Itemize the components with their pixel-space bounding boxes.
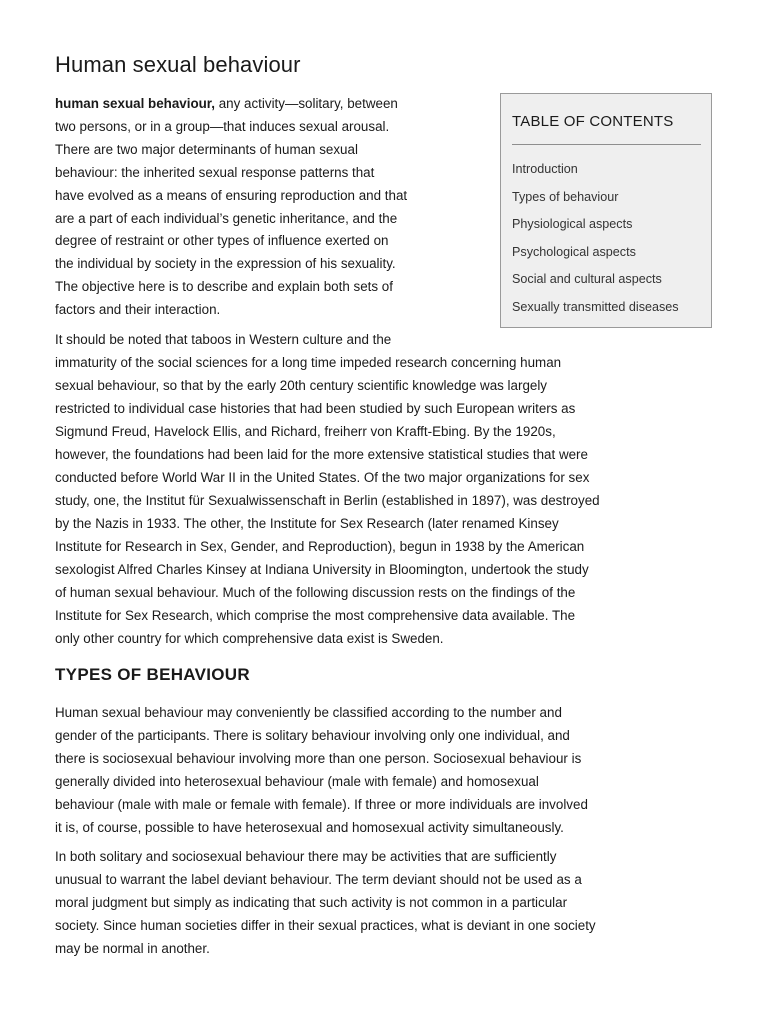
deviant-behaviour-paragraph [55, 845, 715, 960]
table-of-contents [500, 93, 712, 328]
paragraph-line: Human sexual behaviour may conveniently be classified according to the number and [55, 705, 562, 720]
paragraph-line: sexual behaviour, so that by the early 20th century scientific knowledge was largely [55, 378, 548, 393]
paragraph-line: generally divided into heterosexual behaviour (male with female) and homosexual [55, 774, 539, 789]
paragraph-line: unusual to warrant the label deviant behaviour. The term deviant should not be used as a [55, 872, 582, 887]
section-heading-types-of-behaviour: TYPES OF BEHAVIOUR [55, 665, 250, 684]
toc-heading: TABLE OF CONTENTS [512, 112, 701, 145]
paragraph-line: gender of the participants. There is solitary behaviour involving only one individual, and [55, 728, 570, 743]
paragraph-line: immaturity of the social sciences for a long time impeded research concerning human [55, 355, 562, 370]
intro-line: have evolved as a means of ensuring reproduction and that [55, 187, 408, 203]
intro-line: factors and their interaction. [55, 302, 221, 318]
intro-line-text: any activity—solitary, between [215, 96, 398, 111]
classification-paragraph [55, 701, 715, 839]
intro-line: behaviour: the inherited sexual response patterns that [55, 164, 375, 180]
paragraph-line: however, the foundations had been laid for the more extensive statistical studies that were [55, 447, 588, 462]
paragraph-line: by the Nazis in 1933. The other, the Institute for Sex Research (later renamed Kinsey [55, 516, 559, 531]
paragraph-line: conducted before World War II in the United States. Of the two major organizations for sex [55, 470, 590, 485]
paragraph-line: society. Since human societies differ in their sexual practices, what is deviant in one society [55, 918, 596, 933]
toc-item-sexually-transmitted-diseases[interactable]: Sexually transmitted diseases [512, 299, 679, 314]
toc-item-psychological-aspects[interactable]: Psychological aspects [512, 244, 636, 259]
paragraph-line: study, one, the Institut für Sexualwissenschaft in Berlin (established in 1897), was destroyed [55, 493, 600, 508]
intro-line: degree of restraint or other types of influence exerted on [55, 233, 389, 249]
paragraph-line: In both solitary and sociosexual behaviour there may be activities that are sufficiently [55, 849, 557, 864]
paragraph-line: may be normal in another. [55, 941, 210, 956]
paragraph-line: there is sociosexual behaviour involving more than one person. Sociosexual behaviour is [55, 751, 582, 766]
toc-item-physiological-aspects[interactable]: Physiological aspects [512, 217, 633, 231]
intro-term: human sexual behaviour, [55, 96, 215, 111]
intro-line: The objective here is to describe and explain both sets of [55, 279, 393, 295]
toc-item-types-of-behaviour[interactable]: Types of behaviour [512, 189, 619, 204]
paragraph-line: of human sexual behaviour. Much of the following discussion rests on the findings of the [55, 585, 576, 600]
history-paragraph [55, 328, 715, 650]
page-title: Human sexual behaviour [55, 52, 301, 77]
paragraph-line: restricted to individual case histories that had been studied by such European writers as [55, 401, 576, 416]
paragraph-line: behaviour (male with male or female with female). If three or more individuals are involved [55, 797, 588, 812]
intro-line: two persons, or in a group—that induces sexual arousal. [55, 118, 390, 134]
paragraph-line: moral judgment but simply as indicating that such activity is not common in a particular [55, 895, 568, 910]
paragraph-line: only other country for which comprehensive data exist is Sweden. [55, 631, 444, 646]
paragraph-line: Institute for Sex Research, which comprise the most comprehensive data available. The [55, 608, 576, 623]
paragraph-line: sexologist Alfred Charles Kinsey at Indiana University in Bloomington, undertook the study [55, 562, 589, 577]
intro-line: There are two major determinants of human sexual [55, 141, 358, 157]
paragraph-line: It should be noted that taboos in Western culture and the [55, 332, 392, 347]
paragraph-line: it is, of course, possible to have heterosexual and homosexual activity simultaneously. [55, 820, 564, 835]
intro-line: the individual by society in the expression of his sexuality. [55, 256, 396, 272]
toc-list [512, 145, 701, 321]
intro-paragraph [55, 93, 485, 322]
intro-line [55, 93, 485, 116]
toc-item-social-cultural-aspects[interactable]: Social and cultural aspects [512, 272, 662, 286]
paragraph-line: Sigmund Freud, Havelock Ellis, and Richard, freiherr von Krafft-Ebing. By the 1920s, [55, 424, 556, 439]
intro-line: are a part of each individual’s genetic inheritance, and the [55, 210, 398, 226]
toc-item-introduction[interactable]: Introduction [512, 162, 578, 176]
paragraph-line: Institute for Research in Sex, Gender, and Reproduction), begun in 1938 by the American [55, 539, 585, 554]
